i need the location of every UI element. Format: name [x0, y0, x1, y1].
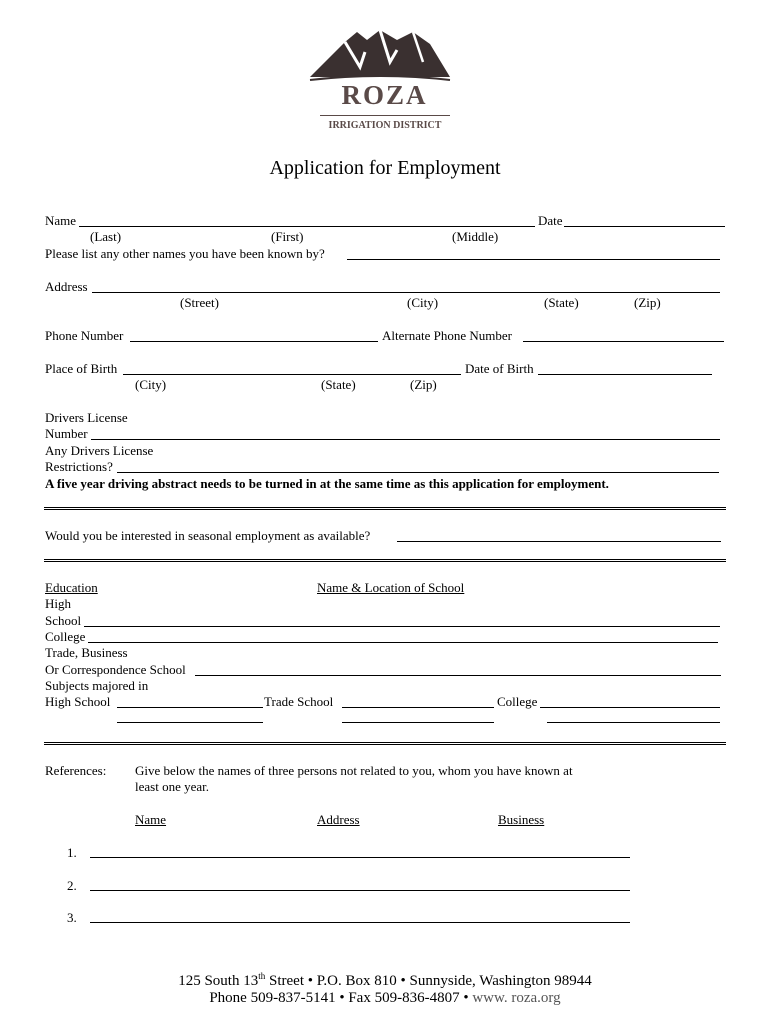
ref-col-name: Name	[135, 812, 167, 827]
subjects-trade-field-2[interactable]	[342, 722, 494, 723]
footer-address	[0, 971, 770, 990]
reference-3-field[interactable]	[90, 922, 630, 923]
alt-phone-field[interactable]	[523, 341, 724, 342]
ref-col-address: Address	[317, 812, 360, 827]
subjects-college-field-2[interactable]	[547, 722, 720, 723]
college-field[interactable]	[88, 642, 718, 643]
other-names-label: Please list any other names you have been known by?	[45, 246, 325, 261]
subjects-college-field[interactable]	[540, 707, 720, 708]
dob-label: Date of Birth	[465, 361, 534, 376]
trade-label-1: Trade, Business	[45, 645, 128, 660]
date-label: Date	[538, 213, 563, 228]
birth-state: (State)	[321, 377, 356, 392]
high-label-1: High	[45, 596, 71, 611]
footer-street-number: 125 South 13	[178, 973, 259, 989]
birth-city: (City)	[135, 377, 167, 392]
references-label: References:	[45, 763, 107, 778]
footer-phone-fax: Phone 509-837-5141 • Fax 509-836-4807 •	[209, 990, 473, 1006]
footer-contact	[0, 990, 770, 1007]
dob-field[interactable]	[538, 374, 712, 375]
subjects-high-school-label: High School	[45, 694, 111, 709]
references-text-2: least one year.	[135, 779, 209, 794]
logo-divider	[320, 115, 450, 116]
page-title: Application for Employment	[269, 157, 501, 179]
alt-phone-label: Alternate Phone Number	[382, 328, 512, 343]
subjects-college-label: College	[497, 694, 538, 709]
college-label: College	[45, 629, 86, 644]
education-heading: Education	[45, 580, 98, 595]
date-field[interactable]	[564, 226, 725, 227]
birth-label: Place of Birth	[45, 361, 118, 376]
birth-zip: (Zip)	[410, 377, 437, 392]
ref-col-business: Business	[498, 812, 545, 827]
trade-label-2: Or Correspondence School	[45, 662, 186, 677]
address-field[interactable]	[92, 292, 720, 293]
phone-label: Phone Number	[45, 328, 124, 343]
seasonal-label: Would you be interested in seasonal employment as available?	[45, 528, 371, 543]
restrictions-label-2: Restrictions?	[45, 459, 113, 474]
subjects-high-school-field[interactable]	[117, 707, 263, 708]
address-state: (State)	[544, 295, 579, 310]
ref-number-1: 1.	[67, 845, 77, 860]
ref-number-2: 2.	[67, 878, 77, 893]
footer-website-link[interactable]: www. roza.org	[472, 990, 561, 1006]
subjects-label: Subjects majored in	[45, 678, 149, 693]
birth-field[interactable]	[123, 374, 461, 375]
footer-superscript: th	[258, 971, 266, 981]
trade-field[interactable]	[195, 675, 721, 676]
restrictions-label-1: Any Drivers License	[45, 443, 154, 458]
subjects-high-school-field-2[interactable]	[117, 722, 263, 723]
high-school-field[interactable]	[84, 626, 720, 627]
sub-last: (Last)	[90, 229, 122, 244]
license-label-2: Number	[45, 426, 88, 441]
name-label: Name	[45, 213, 77, 228]
footer-street-rest: Street • P.O. Box 810 • Sunnyside, Washington 98944	[265, 973, 592, 989]
references-text-1: Give below the names of three persons not related to you, whom you have known at	[135, 763, 573, 778]
reference-1-field[interactable]	[90, 857, 630, 858]
address-street: (Street)	[180, 295, 219, 310]
school-heading: Name & Location of School	[317, 580, 465, 595]
sub-middle: (Middle)	[452, 229, 499, 244]
roza-logo	[305, 22, 455, 137]
address-zip: (Zip)	[634, 295, 661, 310]
other-names-field[interactable]	[347, 259, 720, 260]
section-divider	[44, 742, 726, 745]
logo-subtitle: IRRIGATION DISTRICT	[328, 120, 442, 131]
address-city: (City)	[407, 295, 439, 310]
section-divider	[44, 559, 726, 562]
seasonal-field[interactable]	[397, 541, 721, 542]
address-label: Address	[45, 279, 88, 294]
sub-first: (First)	[271, 229, 304, 244]
section-divider	[44, 507, 726, 510]
restrictions-field[interactable]	[117, 472, 719, 473]
phone-field[interactable]	[130, 341, 378, 342]
name-field[interactable]	[79, 226, 535, 227]
logo-name: ROZA	[341, 80, 428, 110]
license-number-field[interactable]	[91, 439, 720, 440]
license-label-1: Drivers License	[45, 410, 128, 425]
subjects-trade-label: Trade School	[264, 694, 334, 709]
subjects-trade-field[interactable]	[342, 707, 494, 708]
reference-2-field[interactable]	[90, 890, 630, 891]
abstract-notice: A five year driving abstract needs to be turned in at the same time as this application for employment.	[45, 476, 609, 491]
high-label-2: School	[45, 613, 82, 628]
ref-number-3: 3.	[67, 910, 77, 925]
